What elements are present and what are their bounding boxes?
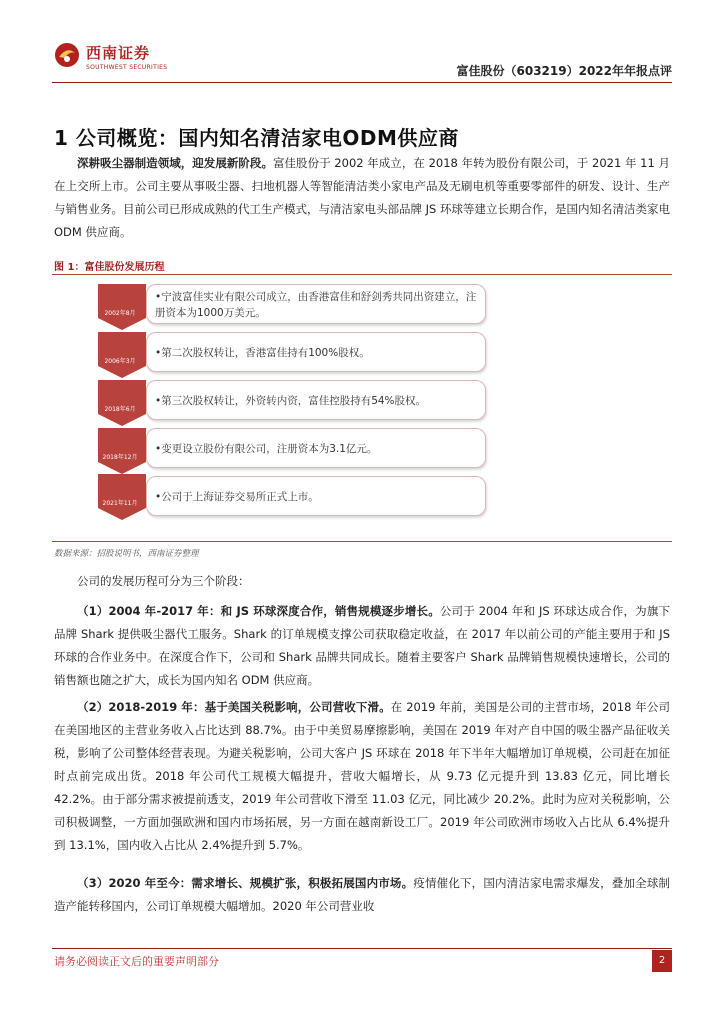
brand-logo (54, 36, 224, 76)
timeline-date: 2021年11月 (102, 500, 138, 507)
stage-3-lead: （3）2020 年至今：需求增长、规模扩张，积极拓展国内市场。 (77, 876, 414, 890)
stage-2-paragraph (54, 696, 670, 857)
intro-lead: 深耕吸尘器制造领域，迎发展新阶段。 (77, 156, 273, 170)
development-timeline (96, 284, 496, 520)
intro-paragraph (54, 152, 670, 244)
figure-bottom-rule (52, 541, 672, 542)
logo-text-cn: 西南证券 (86, 44, 151, 62)
header-divider (52, 82, 672, 83)
disclaimer-note: 请务必阅读正文后的重要声明部分 (54, 955, 219, 968)
timeline-event: •公司于上海证券交易所正式上市。 (146, 476, 486, 516)
timeline-date: 2018年12月 (102, 454, 138, 461)
timeline-arrow (96, 474, 148, 520)
timeline-arrow (96, 284, 148, 330)
stage-1-paragraph (54, 600, 670, 692)
timeline-arrow (96, 332, 148, 378)
logo-text-en: SOUTHWEST SECURITIES (86, 64, 168, 71)
section-title: 1 公司概览：国内知名清洁家电ODM供应商 (54, 126, 459, 150)
stage-1-body: 公司于 2004 年和 JS 环球达成合作，为旗下品牌 Shark 提供吸尘器代工服务。Shark 的订单规模支撑公司获取稳定收益，在 2017 年以前公司的产能主要用于和 JS 环球的合作业务中。在深度合作下，公司和 Shark 品牌共同成长。随着主要客户 Shark 品牌销售规模快速增长，公司的销售额也随之扩大，成长为国内知名 ODM 供应商。 (54, 604, 670, 687)
report-title: 富佳股份（603219）2022年年报点评 (456, 64, 672, 78)
timeline-event: •变更设立股份有限公司，注册资本为3.1亿元。 (146, 428, 486, 468)
stage-2-body: 在 2019 年前，美国是公司的主营市场，2018 年公司在美国地区的主营业务收入占比达到 88.7%。由于中美贸易摩擦影响，美国在 2019 年对产自中国的吸尘器产品征收关税，影响了公司整体经营表现。为避关税影响，公司大客户 JS 环球在 2018 年下半年大幅增加订单规模，公司赶在加征时点前完成出货。2018 年公司代工规模大幅提升，营收大幅增长，从 9.73 亿元提升到 13.83 亿元，同比增长 42.2%。由于部分需求被提前透支，2019 年公司营收下滑至 11.03 亿元，同比减少 20.2%。此时为应对关税影响，公司积极调整，一方面加强欧洲和国内市场拓展，另一方面在越南新设工厂。2019 年公司欧洲市场收入占比从 6.4%提升到 13.1%，国内收入占比从 2.4%提升到 5.7%。 (54, 700, 670, 852)
figure-caption: 图 1：富佳股份发展历程 (54, 262, 165, 273)
stages-intro: 公司的发展历程可分为三个阶段： (77, 574, 250, 588)
timeline-event: •第二次股权转让，香港富佳持有100%股权。 (146, 332, 486, 372)
timeline-event: •第三次股权转让，外资转内资，富佳控股持有54%股权。 (146, 380, 486, 420)
page-number: 2 (652, 950, 672, 972)
timeline-date: 2002年8月 (104, 310, 136, 317)
timeline-arrow (96, 428, 148, 474)
figure-top-rule (52, 274, 672, 275)
stage-2-lead: （2）2018-2019 年：基于美国关税影响，公司营收下滑。 (77, 700, 391, 714)
stage-1-lead: （1）2004 年-2017 年：和 JS 环球深度合作，销售规模逐步增长。 (77, 604, 440, 618)
timeline-arrow (96, 380, 148, 426)
footer-divider (52, 948, 672, 949)
logo-icon (54, 42, 80, 68)
stage-3-body: 疫情催化下，国内清洁家电需求爆发，叠加全球制造产能转移国内，公司订单规模大幅增加。2020 年公司营业收 (54, 876, 671, 913)
timeline-event: •宁波富佳实业有限公司成立，由香港富佳和舒剑秀共同出资建立，注册资本为1000万美元。 (146, 284, 486, 324)
intro-body: 富佳股份于 2002 年成立，在 2018 年转为股份有限公司，于 2021 年 11 月在上交所上市。公司主要从事吸尘器、扫地机器人等智能清洁类小家电产品及无刷电机等重要零部件的研发、设计、生产与销售业务。目前公司已形成成熟的代工生产模式，与清洁家电头部品牌 JS 环球等建立长期合作，是国内知名清洁类家电 ODM 供应商。 (54, 156, 670, 239)
timeline-date: 2006年3月 (104, 358, 136, 365)
stage-3-paragraph (54, 872, 670, 918)
figure-source: 数据来源：招股说明书，西南证券整理 (54, 549, 199, 559)
timeline-date: 2018年6月 (104, 406, 136, 413)
